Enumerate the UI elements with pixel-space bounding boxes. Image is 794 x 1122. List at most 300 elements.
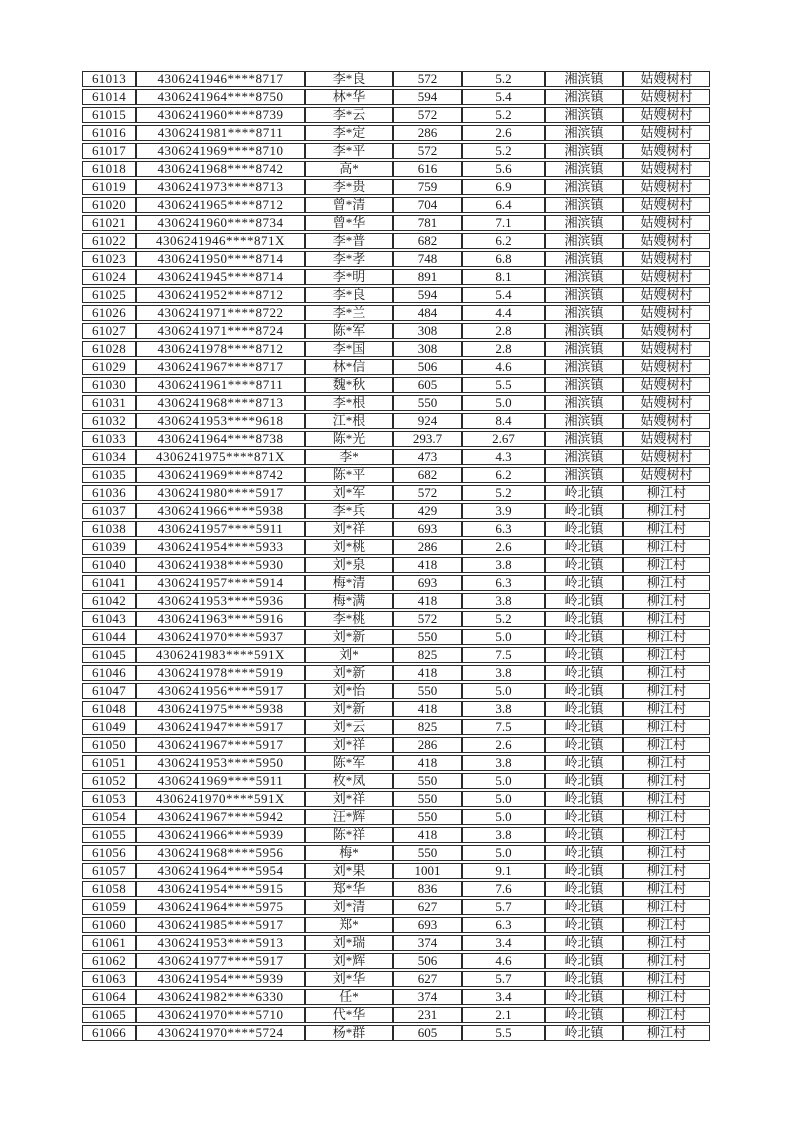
cell-name: 刘*清 bbox=[305, 899, 393, 915]
cell-village: 柳江村 bbox=[623, 953, 710, 969]
cell-value2: 6.2 bbox=[462, 467, 545, 483]
cell-name: 陈*军 bbox=[305, 323, 393, 339]
cell-town: 湘滨镇 bbox=[545, 377, 623, 393]
cell-id_number: 4306241966****5938 bbox=[136, 503, 305, 519]
cell-village: 柳江村 bbox=[623, 665, 710, 681]
cell-id_number: 4306241970****5710 bbox=[136, 1007, 305, 1023]
cell-name: 李*孝 bbox=[305, 251, 393, 267]
cell-value2: 5.7 bbox=[462, 971, 545, 987]
cell-serial: 61047 bbox=[82, 683, 136, 699]
cell-value1: 550 bbox=[393, 395, 462, 411]
cell-value2: 6.9 bbox=[462, 179, 545, 195]
cell-value1: 704 bbox=[393, 197, 462, 213]
cell-id_number: 4306241969****8742 bbox=[136, 467, 305, 483]
cell-value2: 3.8 bbox=[462, 557, 545, 573]
table-row bbox=[82, 917, 710, 933]
cell-value2: 2.6 bbox=[462, 737, 545, 753]
cell-village: 姑嫂树村 bbox=[623, 233, 710, 249]
cell-id_number: 4306241938****5930 bbox=[136, 557, 305, 573]
table-row bbox=[82, 755, 710, 771]
cell-id_number: 4306241967****5942 bbox=[136, 809, 305, 825]
table-body bbox=[82, 71, 710, 1041]
cell-id_number: 4306241953****5950 bbox=[136, 755, 305, 771]
cell-serial: 61061 bbox=[82, 935, 136, 951]
cell-town: 湘滨镇 bbox=[545, 269, 623, 285]
cell-value2: 5.7 bbox=[462, 899, 545, 915]
cell-id_number: 4306241970****591X bbox=[136, 791, 305, 807]
cell-value2: 5.2 bbox=[462, 71, 545, 87]
cell-id_number: 4306241968****8713 bbox=[136, 395, 305, 411]
cell-town: 湘滨镇 bbox=[545, 359, 623, 375]
cell-serial: 61015 bbox=[82, 107, 136, 123]
cell-value2: 2.1 bbox=[462, 1007, 545, 1023]
cell-town: 岭北镇 bbox=[545, 935, 623, 951]
cell-id_number: 4306241953****9618 bbox=[136, 413, 305, 429]
cell-value1: 572 bbox=[393, 485, 462, 501]
cell-village: 柳江村 bbox=[623, 719, 710, 735]
cell-value1: 836 bbox=[393, 881, 462, 897]
cell-town: 湘滨镇 bbox=[545, 251, 623, 267]
cell-town: 湘滨镇 bbox=[545, 287, 623, 303]
table-row bbox=[82, 287, 710, 303]
cell-name: 刘*果 bbox=[305, 863, 393, 879]
cell-town: 湘滨镇 bbox=[545, 179, 623, 195]
cell-serial: 61056 bbox=[82, 845, 136, 861]
cell-value1: 693 bbox=[393, 575, 462, 591]
cell-serial: 61022 bbox=[82, 233, 136, 249]
cell-serial: 61030 bbox=[82, 377, 136, 393]
table-row bbox=[82, 935, 710, 951]
cell-village: 柳江村 bbox=[623, 521, 710, 537]
cell-id_number: 4306241973****8713 bbox=[136, 179, 305, 195]
cell-name: 李*平 bbox=[305, 143, 393, 159]
table-row bbox=[82, 971, 710, 987]
cell-id_number: 4306241952****8712 bbox=[136, 287, 305, 303]
table-row bbox=[82, 305, 710, 321]
table-row bbox=[82, 179, 710, 195]
cell-name: 代*华 bbox=[305, 1007, 393, 1023]
cell-town: 岭北镇 bbox=[545, 755, 623, 771]
cell-id_number: 4306241960****8739 bbox=[136, 107, 305, 123]
table-row bbox=[82, 611, 710, 627]
cell-id_number: 4306241966****5939 bbox=[136, 827, 305, 843]
cell-value2: 8.1 bbox=[462, 269, 545, 285]
cell-name: 刘*怡 bbox=[305, 683, 393, 699]
cell-town: 岭北镇 bbox=[545, 611, 623, 627]
cell-name: 陈*军 bbox=[305, 755, 393, 771]
cell-serial: 61058 bbox=[82, 881, 136, 897]
cell-name: 李*桃 bbox=[305, 611, 393, 627]
cell-name: 陈*光 bbox=[305, 431, 393, 447]
cell-serial: 61035 bbox=[82, 467, 136, 483]
cell-value1: 286 bbox=[393, 539, 462, 555]
cell-value2: 5.6 bbox=[462, 161, 545, 177]
table-row bbox=[82, 161, 710, 177]
cell-name: 杨*群 bbox=[305, 1025, 393, 1041]
table-row bbox=[82, 629, 710, 645]
cell-town: 岭北镇 bbox=[545, 647, 623, 663]
cell-village: 姑嫂树村 bbox=[623, 251, 710, 267]
cell-town: 岭北镇 bbox=[545, 503, 623, 519]
cell-value1: 693 bbox=[393, 917, 462, 933]
cell-village: 柳江村 bbox=[623, 593, 710, 609]
cell-id_number: 4306241967****8717 bbox=[136, 359, 305, 375]
cell-town: 岭北镇 bbox=[545, 773, 623, 789]
cell-value2: 4.4 bbox=[462, 305, 545, 321]
cell-town: 岭北镇 bbox=[545, 1025, 623, 1041]
cell-village: 姑嫂树村 bbox=[623, 89, 710, 105]
table-row bbox=[82, 683, 710, 699]
table-row bbox=[82, 431, 710, 447]
cell-value1: 293.7 bbox=[393, 431, 462, 447]
cell-serial: 61049 bbox=[82, 719, 136, 735]
cell-serial: 61039 bbox=[82, 539, 136, 555]
cell-value1: 506 bbox=[393, 953, 462, 969]
cell-value1: 682 bbox=[393, 467, 462, 483]
cell-serial: 61053 bbox=[82, 791, 136, 807]
cell-value1: 825 bbox=[393, 719, 462, 735]
cell-name: 李*根 bbox=[305, 395, 393, 411]
cell-value1: 550 bbox=[393, 845, 462, 861]
cell-town: 湘滨镇 bbox=[545, 341, 623, 357]
cell-village: 柳江村 bbox=[623, 701, 710, 717]
cell-id_number: 4306241954****5939 bbox=[136, 971, 305, 987]
cell-id_number: 4306241971****8724 bbox=[136, 323, 305, 339]
cell-town: 岭北镇 bbox=[545, 971, 623, 987]
cell-value2: 2.67 bbox=[462, 431, 545, 447]
table-row bbox=[82, 377, 710, 393]
cell-id_number: 4306241971****8722 bbox=[136, 305, 305, 321]
cell-name: 高* bbox=[305, 161, 393, 177]
table-row bbox=[82, 827, 710, 843]
cell-name: 刘*祥 bbox=[305, 791, 393, 807]
table-row bbox=[82, 899, 710, 915]
cell-village: 姑嫂树村 bbox=[623, 143, 710, 159]
cell-village: 姑嫂树村 bbox=[623, 287, 710, 303]
cell-id_number: 4306241964****5975 bbox=[136, 899, 305, 915]
cell-value2: 5.0 bbox=[462, 773, 545, 789]
cell-value2: 5.2 bbox=[462, 611, 545, 627]
cell-name: 郑* bbox=[305, 917, 393, 933]
cell-serial: 61016 bbox=[82, 125, 136, 141]
table-row bbox=[82, 539, 710, 555]
cell-value2: 2.6 bbox=[462, 125, 545, 141]
cell-id_number: 4306241969****8710 bbox=[136, 143, 305, 159]
cell-name: 刘*新 bbox=[305, 701, 393, 717]
cell-name: 李*明 bbox=[305, 269, 393, 285]
cell-value1: 550 bbox=[393, 683, 462, 699]
cell-value2: 6.3 bbox=[462, 917, 545, 933]
cell-town: 岭北镇 bbox=[545, 737, 623, 753]
cell-serial: 61018 bbox=[82, 161, 136, 177]
cell-value2: 3.8 bbox=[462, 665, 545, 681]
cell-value1: 616 bbox=[393, 161, 462, 177]
cell-serial: 61027 bbox=[82, 323, 136, 339]
cell-serial: 61050 bbox=[82, 737, 136, 753]
cell-name: 刘*祥 bbox=[305, 521, 393, 537]
cell-name: 李*良 bbox=[305, 71, 393, 87]
cell-value1: 572 bbox=[393, 107, 462, 123]
cell-serial: 61031 bbox=[82, 395, 136, 411]
cell-name: 魏*秋 bbox=[305, 377, 393, 393]
cell-value2: 7.1 bbox=[462, 215, 545, 231]
cell-value1: 374 bbox=[393, 935, 462, 951]
cell-village: 柳江村 bbox=[623, 683, 710, 699]
cell-value1: 891 bbox=[393, 269, 462, 285]
cell-serial: 61060 bbox=[82, 917, 136, 933]
table-row bbox=[82, 341, 710, 357]
cell-name: 梅* bbox=[305, 845, 393, 861]
cell-town: 湘滨镇 bbox=[545, 197, 623, 213]
cell-name: 刘*新 bbox=[305, 665, 393, 681]
cell-town: 岭北镇 bbox=[545, 485, 623, 501]
cell-value2: 5.0 bbox=[462, 629, 545, 645]
cell-id_number: 4306241953****5913 bbox=[136, 935, 305, 951]
cell-value2: 3.8 bbox=[462, 593, 545, 609]
cell-value1: 924 bbox=[393, 413, 462, 429]
cell-village: 柳江村 bbox=[623, 755, 710, 771]
cell-value1: 781 bbox=[393, 215, 462, 231]
cell-value1: 231 bbox=[393, 1007, 462, 1023]
cell-id_number: 4306241946****871X bbox=[136, 233, 305, 249]
cell-value1: 594 bbox=[393, 287, 462, 303]
cell-id_number: 4306241970****5724 bbox=[136, 1025, 305, 1041]
cell-serial: 61017 bbox=[82, 143, 136, 159]
cell-name: 梅*满 bbox=[305, 593, 393, 609]
cell-value1: 308 bbox=[393, 341, 462, 357]
cell-town: 湘滨镇 bbox=[545, 395, 623, 411]
cell-value2: 3.4 bbox=[462, 989, 545, 1005]
cell-village: 姑嫂树村 bbox=[623, 395, 710, 411]
cell-village: 姑嫂树村 bbox=[623, 431, 710, 447]
cell-name: 李* bbox=[305, 449, 393, 465]
cell-serial: 61044 bbox=[82, 629, 136, 645]
cell-value1: 418 bbox=[393, 593, 462, 609]
cell-serial: 61040 bbox=[82, 557, 136, 573]
cell-value1: 748 bbox=[393, 251, 462, 267]
cell-serial: 61065 bbox=[82, 1007, 136, 1023]
cell-value1: 825 bbox=[393, 647, 462, 663]
cell-id_number: 4306241968****8742 bbox=[136, 161, 305, 177]
cell-value1: 286 bbox=[393, 125, 462, 141]
cell-name: 刘*云 bbox=[305, 719, 393, 735]
cell-town: 湘滨镇 bbox=[545, 71, 623, 87]
cell-id_number: 4306241983****591X bbox=[136, 647, 305, 663]
table-row bbox=[82, 359, 710, 375]
cell-serial: 61046 bbox=[82, 665, 136, 681]
cell-name: 刘*辉 bbox=[305, 953, 393, 969]
cell-name: 梅*清 bbox=[305, 575, 393, 591]
cell-name: 李*兵 bbox=[305, 503, 393, 519]
cell-serial: 61020 bbox=[82, 197, 136, 213]
cell-serial: 61013 bbox=[82, 71, 136, 87]
table-row bbox=[82, 647, 710, 663]
cell-id_number: 4306241964****8738 bbox=[136, 431, 305, 447]
cell-name: 李*定 bbox=[305, 125, 393, 141]
cell-value1: 418 bbox=[393, 701, 462, 717]
cell-serial: 61014 bbox=[82, 89, 136, 105]
cell-village: 姑嫂树村 bbox=[623, 377, 710, 393]
table-row bbox=[82, 719, 710, 735]
cell-name: 刘*华 bbox=[305, 971, 393, 987]
table-row bbox=[82, 215, 710, 231]
cell-id_number: 4306241968****5956 bbox=[136, 845, 305, 861]
cell-name: 刘*泉 bbox=[305, 557, 393, 573]
cell-name: 刘*祥 bbox=[305, 737, 393, 753]
cell-id_number: 4306241957****5914 bbox=[136, 575, 305, 591]
cell-name: 任* bbox=[305, 989, 393, 1005]
cell-serial: 61066 bbox=[82, 1025, 136, 1041]
cell-value2: 5.2 bbox=[462, 485, 545, 501]
table-row bbox=[82, 881, 710, 897]
cell-village: 柳江村 bbox=[623, 485, 710, 501]
cell-town: 岭北镇 bbox=[545, 953, 623, 969]
cell-value1: 594 bbox=[393, 89, 462, 105]
cell-village: 柳江村 bbox=[623, 737, 710, 753]
cell-value1: 308 bbox=[393, 323, 462, 339]
cell-id_number: 4306241975****871X bbox=[136, 449, 305, 465]
cell-id_number: 4306241956****5917 bbox=[136, 683, 305, 699]
cell-village: 柳江村 bbox=[623, 845, 710, 861]
cell-village: 姑嫂树村 bbox=[623, 269, 710, 285]
cell-value2: 3.8 bbox=[462, 701, 545, 717]
cell-town: 湘滨镇 bbox=[545, 215, 623, 231]
cell-serial: 61029 bbox=[82, 359, 136, 375]
cell-id_number: 4306241957****5911 bbox=[136, 521, 305, 537]
cell-serial: 61028 bbox=[82, 341, 136, 357]
table-row bbox=[82, 557, 710, 573]
cell-id_number: 4306241954****5915 bbox=[136, 881, 305, 897]
cell-name: 郑*华 bbox=[305, 881, 393, 897]
cell-serial: 61064 bbox=[82, 989, 136, 1005]
cell-value2: 5.0 bbox=[462, 683, 545, 699]
cell-value1: 418 bbox=[393, 557, 462, 573]
cell-town: 岭北镇 bbox=[545, 989, 623, 1005]
cell-serial: 61033 bbox=[82, 431, 136, 447]
cell-name: 李*普 bbox=[305, 233, 393, 249]
cell-serial: 61043 bbox=[82, 611, 136, 627]
cell-value2: 6.8 bbox=[462, 251, 545, 267]
cell-town: 岭北镇 bbox=[545, 557, 623, 573]
cell-value2: 5.0 bbox=[462, 395, 545, 411]
table-row bbox=[82, 1025, 710, 1041]
table-row bbox=[82, 233, 710, 249]
cell-village: 柳江村 bbox=[623, 503, 710, 519]
cell-serial: 61025 bbox=[82, 287, 136, 303]
cell-village: 姑嫂树村 bbox=[623, 341, 710, 357]
table-row bbox=[82, 503, 710, 519]
cell-id_number: 4306241981****8711 bbox=[136, 125, 305, 141]
table-row bbox=[82, 485, 710, 501]
cell-town: 岭北镇 bbox=[545, 917, 623, 933]
cell-value2: 5.4 bbox=[462, 287, 545, 303]
cell-id_number: 4306241946****8717 bbox=[136, 71, 305, 87]
cell-value2: 5.0 bbox=[462, 809, 545, 825]
cell-id_number: 4306241950****8714 bbox=[136, 251, 305, 267]
cell-town: 湘滨镇 bbox=[545, 107, 623, 123]
cell-name: 陈*平 bbox=[305, 467, 393, 483]
cell-name: 李*国 bbox=[305, 341, 393, 357]
cell-serial: 61055 bbox=[82, 827, 136, 843]
cell-value2: 2.8 bbox=[462, 341, 545, 357]
cell-value1: 572 bbox=[393, 143, 462, 159]
cell-village: 姑嫂树村 bbox=[623, 179, 710, 195]
table-row bbox=[82, 863, 710, 879]
table-row bbox=[82, 1007, 710, 1023]
cell-value2: 6.3 bbox=[462, 575, 545, 591]
cell-serial: 61057 bbox=[82, 863, 136, 879]
table-row bbox=[82, 395, 710, 411]
cell-name: 曾*清 bbox=[305, 197, 393, 213]
cell-id_number: 4306241978****8712 bbox=[136, 341, 305, 357]
cell-village: 柳江村 bbox=[623, 575, 710, 591]
cell-serial: 61024 bbox=[82, 269, 136, 285]
cell-id_number: 4306241953****5936 bbox=[136, 593, 305, 609]
cell-serial: 61037 bbox=[82, 503, 136, 519]
cell-village: 柳江村 bbox=[623, 629, 710, 645]
cell-value2: 5.5 bbox=[462, 377, 545, 393]
table-row bbox=[82, 989, 710, 1005]
cell-village: 姑嫂树村 bbox=[623, 215, 710, 231]
cell-value2: 6.2 bbox=[462, 233, 545, 249]
cell-serial: 61041 bbox=[82, 575, 136, 591]
cell-serial: 61023 bbox=[82, 251, 136, 267]
cell-value1: 418 bbox=[393, 755, 462, 771]
cell-name: 汪*辉 bbox=[305, 809, 393, 825]
cell-value1: 572 bbox=[393, 611, 462, 627]
cell-town: 岭北镇 bbox=[545, 791, 623, 807]
cell-serial: 61042 bbox=[82, 593, 136, 609]
cell-value1: 693 bbox=[393, 521, 462, 537]
table-row bbox=[82, 845, 710, 861]
cell-village: 姑嫂树村 bbox=[623, 323, 710, 339]
cell-village: 姑嫂树村 bbox=[623, 449, 710, 465]
cell-value2: 3.8 bbox=[462, 755, 545, 771]
cell-value1: 429 bbox=[393, 503, 462, 519]
cell-id_number: 4306241965****8712 bbox=[136, 197, 305, 213]
cell-village: 柳江村 bbox=[623, 557, 710, 573]
cell-id_number: 4306241945****8714 bbox=[136, 269, 305, 285]
cell-town: 湘滨镇 bbox=[545, 305, 623, 321]
cell-town: 湘滨镇 bbox=[545, 233, 623, 249]
cell-name: 李*良 bbox=[305, 287, 393, 303]
cell-value1: 374 bbox=[393, 989, 462, 1005]
cell-town: 岭北镇 bbox=[545, 701, 623, 717]
cell-village: 柳江村 bbox=[623, 971, 710, 987]
cell-village: 柳江村 bbox=[623, 773, 710, 789]
cell-value1: 759 bbox=[393, 179, 462, 195]
table-row bbox=[82, 665, 710, 681]
cell-value2: 3.4 bbox=[462, 935, 545, 951]
cell-town: 湘滨镇 bbox=[545, 431, 623, 447]
table-row bbox=[82, 467, 710, 483]
cell-town: 岭北镇 bbox=[545, 683, 623, 699]
cell-id_number: 4306241985****5917 bbox=[136, 917, 305, 933]
cell-village: 姑嫂树村 bbox=[623, 107, 710, 123]
cell-town: 湘滨镇 bbox=[545, 449, 623, 465]
cell-id_number: 4306241977****5917 bbox=[136, 953, 305, 969]
cell-value2: 7.5 bbox=[462, 647, 545, 663]
cell-town: 湘滨镇 bbox=[545, 413, 623, 429]
cell-village: 柳江村 bbox=[623, 827, 710, 843]
cell-value1: 418 bbox=[393, 827, 462, 843]
cell-village: 柳江村 bbox=[623, 611, 710, 627]
cell-value2: 4.3 bbox=[462, 449, 545, 465]
table-row bbox=[82, 575, 710, 591]
cell-town: 岭北镇 bbox=[545, 665, 623, 681]
cell-value2: 7.5 bbox=[462, 719, 545, 735]
cell-serial: 61052 bbox=[82, 773, 136, 789]
